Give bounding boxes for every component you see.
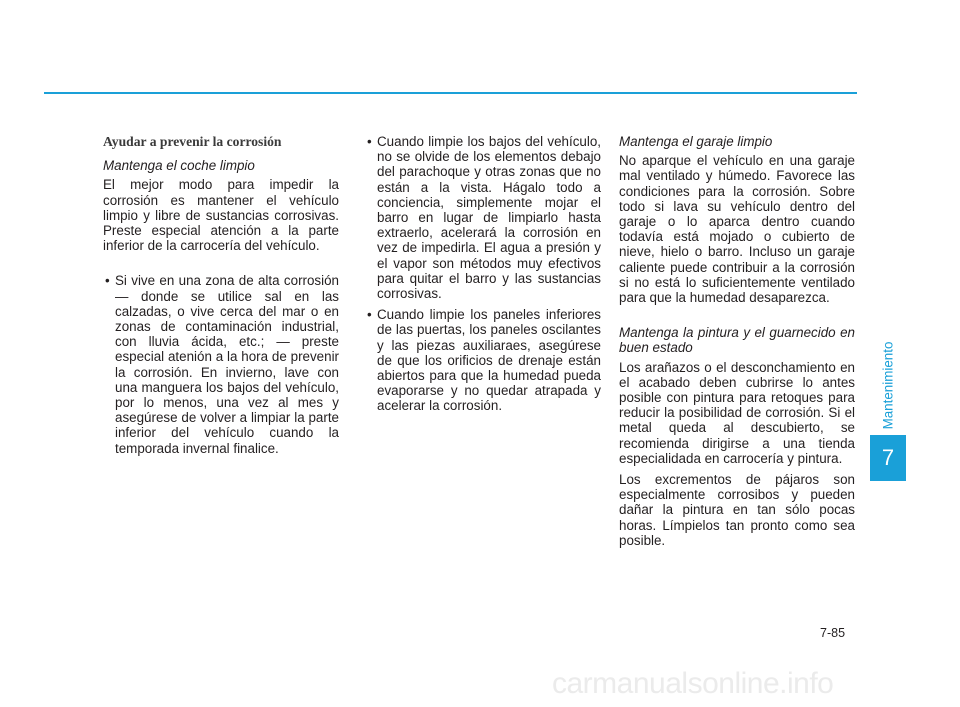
list-item: • Si vive en una zona de alta corrosión — donde se utilice sal en las calzadas, o vive cerca del mar o en zonas de contaminación industrial, con lluvia ácida, etc.; — preste especial atenión a la hora de prevenir la corrosión. En invierno, lave con una manguera los bajos del vehículo, por lo menos, una vez al mes y asegúrese de volver a limpiar la parte inferior del vehículo cuando la temporada invernal finalice. [103, 273, 339, 455]
paragraph-clean-garage: No aparque el vehículo en una garaje mal ventilado y húmedo. Favorece las condiciones para la corrosión. Sobre todo si lava su vehículo dentro del garaje o lo aparca dentro cuando todavía está mojado o cubierto de nieve, hielo o barro. Incluso un garaje caliente puede contribuir a la corrosión si no está lo suficientemente ventilado para que la humedad desaparezca. [619, 153, 855, 306]
subheading-paint: Mantenga la pintura y el guarnecido en buen estado [619, 325, 855, 356]
bullet-list-1 [103, 273, 339, 455]
watermark: carmanualsonline.info [552, 667, 834, 700]
chapter-number-badge: 7 [870, 435, 906, 481]
column-1 [103, 128, 339, 462]
list-item: • Cuando limpie los bajos del vehículo, no se olvide de los elementos debajo del parachoque y otras zonas que no están a la vista. Hágalo todo a conciencia, simplemente mojar el barro en lugar de limpiarlo hasta extraerlo, acelerará la corrosión en vez de impedirla. El agua a presión y el vapor son métodos muy efectivos para quitar el barro y las sustancias corrosivas. [365, 134, 601, 301]
paragraph-paint-2: Los excrementos de pájaros son especialmente corrosibos y pueden dañar la pintura en tan sólo pocas horas. Límpielos tan pronto como sea posible. [619, 472, 855, 548]
paragraph-clean-car: El mejor modo para impedir la corrosión es mantener el vehículo limpio y libre de sustancias corrosivas. Preste especial atención a la parte inferior de la carrocería del vehículo. [103, 177, 339, 254]
header-rule [44, 92, 857, 94]
bullet-list-2 [365, 134, 601, 414]
chapter-side-tab [870, 325, 906, 445]
paragraph-paint-1: Los arañazos o el desconchamiento en el acabado deben cubrirse lo antes posible con pintura para retoques para reducir la posibilidad de corrosión. Si el metal queda al descubierto, se recomienda dirigirse a una tienda especialidada en carrocería y pintura. [619, 359, 855, 466]
column-2 [365, 134, 601, 420]
section-title: Ayudar a prevenir la corrosión [103, 134, 282, 149]
subheading-clean-garage: Mantenga el garaje limpio [619, 134, 773, 149]
list-item: • Cuando limpie los paneles inferiores de las puertas, los paneles oscilantes y las piezas auxiliaraes, asegúrese de que los orificios de drenaje están abiertos para que la humedad pueda evaporarse y no quedar atrapada y acelerar la corrosión. [365, 307, 601, 413]
page-number: 7-85 [820, 626, 846, 640]
subheading-clean-car: Mantenga el coche limpio [103, 158, 255, 174]
chapter-label: Mantenimiento [880, 341, 896, 429]
column-3 [619, 134, 855, 554]
